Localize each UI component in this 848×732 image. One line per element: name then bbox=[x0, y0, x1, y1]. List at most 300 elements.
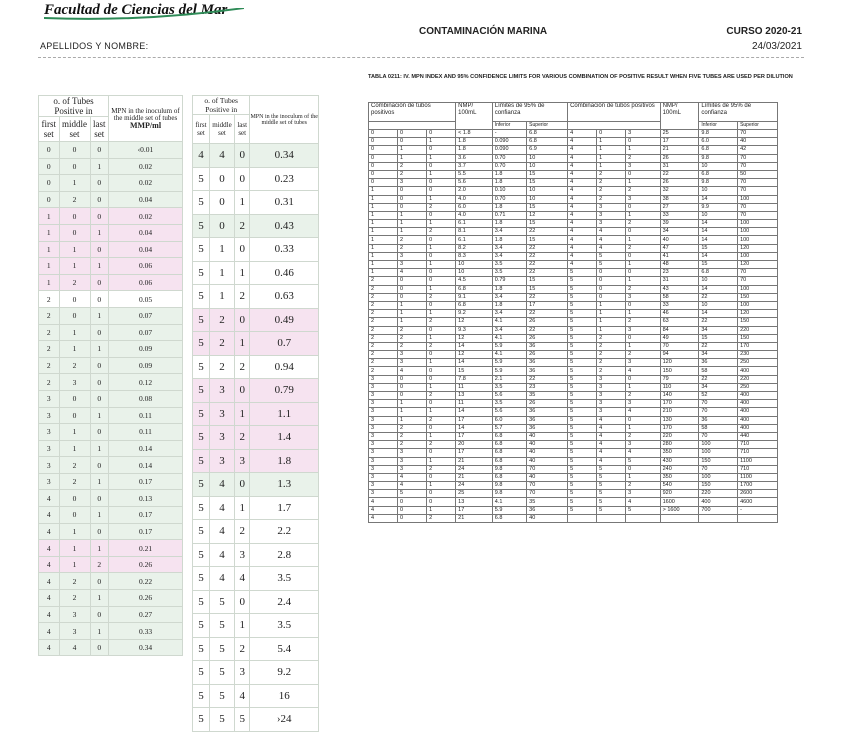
table-cell: 4 bbox=[39, 573, 60, 590]
table-cell: 2 bbox=[369, 318, 398, 326]
table-cell: 0.12 bbox=[109, 374, 183, 391]
course-label: CURSO 2020-21 bbox=[726, 26, 802, 37]
table-cell: 0 bbox=[90, 208, 109, 225]
table-cell: 2 bbox=[398, 236, 427, 244]
table-cell: 17 bbox=[456, 506, 493, 514]
table-cell: 100 bbox=[738, 228, 778, 236]
table-cell: 3 bbox=[398, 261, 427, 269]
table-cell: 3.5 bbox=[492, 383, 526, 391]
table-cell: 6.8 bbox=[699, 269, 738, 277]
table-cell: 5 bbox=[568, 269, 597, 277]
table-cell: 3.5 bbox=[492, 400, 526, 408]
table-row bbox=[369, 498, 778, 506]
page-title: CONTAMINACIÓN MARINA bbox=[419, 26, 548, 37]
table-cell: 0.07 bbox=[109, 324, 183, 341]
table-cell: 4 bbox=[39, 606, 60, 623]
confidence-limits-table bbox=[368, 102, 778, 523]
table-cell: 0.090 bbox=[492, 138, 526, 146]
table-row bbox=[39, 573, 183, 590]
table-cell: 1 bbox=[427, 383, 456, 391]
table-row bbox=[193, 285, 319, 309]
table-cell: 9.1 bbox=[456, 293, 493, 301]
table-cell: 1700 bbox=[738, 482, 778, 490]
table-row bbox=[39, 274, 183, 291]
table-cell: 5 bbox=[568, 408, 597, 416]
table-cell: 1 bbox=[39, 224, 60, 241]
table-cell: 1 bbox=[90, 407, 109, 424]
table-cell: 0 bbox=[626, 301, 660, 309]
table-cell: 5 bbox=[193, 708, 210, 732]
table-cell: 0 bbox=[427, 236, 456, 244]
table-cell: 2.1 bbox=[492, 375, 526, 383]
table-cell: 2 bbox=[427, 318, 456, 326]
table-cell: 5 bbox=[193, 637, 210, 661]
table-cell: 34 bbox=[699, 351, 738, 359]
table-row bbox=[193, 214, 319, 238]
table-row bbox=[369, 146, 778, 154]
table-cell: 1 bbox=[90, 623, 109, 640]
table-cell: 2 bbox=[209, 308, 234, 332]
table-cell: 2 bbox=[369, 351, 398, 359]
table-cell: 3 bbox=[59, 606, 90, 623]
table-row bbox=[369, 261, 778, 269]
table-cell: 70 bbox=[738, 211, 778, 219]
table-cell: 0 bbox=[398, 277, 427, 285]
table-cell: 1 bbox=[369, 195, 398, 203]
table-cell: 400 bbox=[738, 392, 778, 400]
table-cell: 40 bbox=[527, 514, 568, 522]
table-cell: 1 bbox=[235, 191, 250, 215]
table-cell: 0 bbox=[398, 498, 427, 506]
table-cell: 0.26 bbox=[109, 556, 183, 573]
table-cell: 36 bbox=[527, 342, 568, 350]
table-cell: 0 bbox=[59, 490, 90, 507]
rt-head-nmp-left: NMP/ 100mL bbox=[456, 103, 493, 130]
table-cell: 4 bbox=[597, 236, 626, 244]
table-cell: 2 bbox=[369, 293, 398, 301]
table-cell: 0 bbox=[235, 238, 250, 262]
table-cell: 0 bbox=[90, 291, 109, 308]
table-cell: 4 bbox=[193, 144, 210, 168]
table-cell: 46 bbox=[660, 310, 699, 318]
table-cell: 0 bbox=[626, 228, 660, 236]
table-cell: 1 bbox=[427, 408, 456, 416]
table-cell: 1100 bbox=[738, 473, 778, 481]
table-cell: 10 bbox=[699, 187, 738, 195]
table-cell: 1 bbox=[398, 146, 427, 154]
table-cell: 1 bbox=[597, 318, 626, 326]
table-cell: 41 bbox=[660, 252, 699, 260]
table-row bbox=[369, 465, 778, 473]
table-cell: 4 bbox=[39, 507, 60, 524]
table-cell: 3 bbox=[369, 383, 398, 391]
table-cell: 2 bbox=[369, 326, 398, 334]
table-cell: 5 bbox=[193, 167, 210, 191]
table-cell: 3 bbox=[626, 293, 660, 301]
table-cell: 4 bbox=[597, 432, 626, 440]
table-cell: 3 bbox=[235, 661, 250, 685]
table-cell: 150 bbox=[738, 293, 778, 301]
table-cell: 1.8 bbox=[492, 236, 526, 244]
table-cell: 1 bbox=[427, 432, 456, 440]
table-cell: 0 bbox=[427, 351, 456, 359]
table-cell: 4.0 bbox=[456, 211, 493, 219]
table-cell: 5 bbox=[193, 449, 210, 473]
table-cell: 710 bbox=[738, 465, 778, 473]
table-cell: 0 bbox=[427, 490, 456, 498]
table-cell: 5 bbox=[568, 457, 597, 465]
table-cell: 2.2 bbox=[250, 520, 319, 544]
table-cell: 1 bbox=[398, 211, 427, 219]
table-cell: 400 bbox=[699, 498, 738, 506]
table-cell: 5 bbox=[209, 637, 234, 661]
table-row bbox=[193, 332, 319, 356]
table-cell: 4 bbox=[209, 473, 234, 497]
table-cell: 79 bbox=[660, 375, 699, 383]
table-cell: 40 bbox=[738, 138, 778, 146]
table-cell: 5 bbox=[568, 473, 597, 481]
table-row bbox=[193, 449, 319, 473]
table-cell: 2 bbox=[369, 359, 398, 367]
rt-head-combo-left: Combinación de tubos positivos bbox=[369, 103, 456, 122]
table-cell: 2 bbox=[626, 482, 660, 490]
table-cell: 0 bbox=[626, 138, 660, 146]
table-cell: 5 bbox=[193, 473, 210, 497]
table-cell: 0.09 bbox=[109, 341, 183, 358]
table-cell: 3 bbox=[209, 402, 234, 426]
table-cell: 4 bbox=[597, 424, 626, 432]
table-cell: 350 bbox=[660, 473, 699, 481]
table-row bbox=[369, 441, 778, 449]
table-cell: 2 bbox=[209, 355, 234, 379]
table-cell: 0 bbox=[626, 465, 660, 473]
table-cell: 4 bbox=[568, 236, 597, 244]
table-row bbox=[369, 179, 778, 187]
table-cell: 6.8 bbox=[492, 441, 526, 449]
table-cell: 4 bbox=[209, 496, 234, 520]
table-row bbox=[369, 162, 778, 170]
table-cell: 6.8 bbox=[492, 473, 526, 481]
table-cell: 0 bbox=[398, 203, 427, 211]
table-cell: 0 bbox=[398, 130, 427, 138]
table-cell: 22 bbox=[527, 252, 568, 260]
table-cell: 5 bbox=[193, 308, 210, 332]
table-row bbox=[193, 238, 319, 262]
table-cell: 150 bbox=[699, 457, 738, 465]
table-cell: 15 bbox=[527, 170, 568, 178]
table-cell: 0.04 bbox=[109, 241, 183, 258]
table-cell: 0 bbox=[209, 167, 234, 191]
table-cell: 100 bbox=[738, 285, 778, 293]
table-cell: 2 bbox=[626, 351, 660, 359]
table-cell: 10 bbox=[699, 162, 738, 170]
table-cell: 250 bbox=[738, 383, 778, 391]
table-cell: 5 bbox=[597, 506, 626, 514]
table-cell: 50 bbox=[738, 170, 778, 178]
table-cell: 36 bbox=[527, 367, 568, 375]
table-cell: 2 bbox=[398, 441, 427, 449]
table-cell: 5 bbox=[209, 614, 234, 638]
table-cell: 5 bbox=[568, 326, 597, 334]
table-cell: 24 bbox=[456, 465, 493, 473]
table-cell: 0 bbox=[369, 146, 398, 154]
table-cell: 70 bbox=[738, 203, 778, 211]
table-cell: 2 bbox=[59, 191, 90, 208]
table-cell: 0.17 bbox=[109, 473, 183, 490]
table-cell: 0 bbox=[626, 334, 660, 342]
table-cell: 1 bbox=[59, 175, 90, 192]
table-row bbox=[193, 590, 319, 614]
table-cell: 1 bbox=[427, 482, 456, 490]
table-cell: 36 bbox=[527, 424, 568, 432]
table-cell: 5 bbox=[597, 261, 626, 269]
table-row bbox=[193, 167, 319, 191]
table-cell: 1 bbox=[369, 187, 398, 195]
table-cell: 5 bbox=[193, 285, 210, 309]
table-cell: 9.8 bbox=[492, 465, 526, 473]
table-cell: 2 bbox=[59, 274, 90, 291]
table-cell: 2 bbox=[597, 187, 626, 195]
table-cell: 40 bbox=[527, 441, 568, 449]
table-cell: 3.5 bbox=[492, 261, 526, 269]
table-cell: 3.5 bbox=[250, 614, 319, 638]
table-cell: 1.1 bbox=[250, 402, 319, 426]
table-cell: 0 bbox=[626, 170, 660, 178]
table-cell: 1 bbox=[235, 402, 250, 426]
table-cell: 5 bbox=[209, 590, 234, 614]
table-cell: 2 bbox=[369, 334, 398, 342]
table-cell: 0 bbox=[39, 175, 60, 192]
table-row bbox=[39, 224, 183, 241]
table-cell: 0.79 bbox=[250, 379, 319, 403]
table-cell: 0 bbox=[90, 424, 109, 441]
table-cell: 250 bbox=[738, 359, 778, 367]
table-cell: 170 bbox=[660, 400, 699, 408]
middle-col-middle: middle set bbox=[209, 115, 234, 144]
table-cell: 3 bbox=[369, 449, 398, 457]
table-cell: 0.34 bbox=[109, 639, 183, 656]
table-cell: 2 bbox=[398, 432, 427, 440]
table-cell: 1 bbox=[626, 261, 660, 269]
table-cell: 5 bbox=[193, 238, 210, 262]
table-cell: 2 bbox=[39, 374, 60, 391]
middle-mpn-table bbox=[192, 95, 319, 732]
table-cell: 10 bbox=[699, 301, 738, 309]
table-cell: 1 bbox=[209, 238, 234, 262]
table-cell: 230 bbox=[738, 351, 778, 359]
table-cell: 4 bbox=[597, 416, 626, 424]
table-cell: 0 bbox=[369, 179, 398, 187]
table-row bbox=[369, 367, 778, 375]
table-cell: 1.4 bbox=[250, 426, 319, 450]
table-cell: 0 bbox=[398, 383, 427, 391]
table-row bbox=[369, 375, 778, 383]
table-cell: 2 bbox=[626, 220, 660, 228]
table-cell: 0.02 bbox=[109, 208, 183, 225]
table-cell: 8.3 bbox=[456, 252, 493, 260]
table-cell: 4 bbox=[568, 220, 597, 228]
table-cell: 22 bbox=[660, 170, 699, 178]
table-cell: 5 bbox=[193, 214, 210, 238]
table-row bbox=[193, 426, 319, 450]
table-cell: 6.8 bbox=[456, 285, 493, 293]
table-cell: 5.9 bbox=[492, 506, 526, 514]
table-cell: 3.6 bbox=[456, 154, 493, 162]
table-row bbox=[39, 291, 183, 308]
table-cell: 0 bbox=[427, 498, 456, 506]
table-cell: 3 bbox=[626, 490, 660, 498]
table-cell: 14 bbox=[456, 424, 493, 432]
table-cell: 5.9 bbox=[492, 342, 526, 350]
table-cell: 2 bbox=[39, 324, 60, 341]
table-cell: 5 bbox=[193, 379, 210, 403]
table-cell: 120 bbox=[738, 261, 778, 269]
table-cell: 40 bbox=[527, 457, 568, 465]
table-cell: 0.70 bbox=[492, 195, 526, 203]
table-cell: 5 bbox=[568, 375, 597, 383]
table-cell: 6.8 bbox=[492, 514, 526, 522]
table-cell: 9.8 bbox=[699, 130, 738, 138]
table-cell: 22 bbox=[527, 269, 568, 277]
table-cell: 3 bbox=[235, 543, 250, 567]
table-row bbox=[369, 187, 778, 195]
table-cell: 5 bbox=[568, 318, 597, 326]
table-row bbox=[39, 606, 183, 623]
table-cell: 1 bbox=[369, 269, 398, 277]
table-cell: 3 bbox=[39, 390, 60, 407]
table-row bbox=[369, 277, 778, 285]
table-row bbox=[39, 175, 183, 192]
table-cell: 70 bbox=[699, 408, 738, 416]
table-cell: 1 bbox=[90, 440, 109, 457]
table-cell: 5 bbox=[568, 424, 597, 432]
table-cell: 2 bbox=[427, 203, 456, 211]
table-cell: 33 bbox=[660, 301, 699, 309]
table-cell: 27 bbox=[660, 203, 699, 211]
table-row bbox=[193, 355, 319, 379]
table-cell: 70 bbox=[527, 490, 568, 498]
table-cell: 6.8 bbox=[699, 170, 738, 178]
table-cell: 5 bbox=[626, 457, 660, 465]
table-cell: 38 bbox=[660, 195, 699, 203]
table-row bbox=[39, 374, 183, 391]
table-cell: 10 bbox=[527, 162, 568, 170]
table-cell: 0.090 bbox=[492, 146, 526, 154]
table-cell: 21 bbox=[456, 457, 493, 465]
table-cell: 3 bbox=[39, 473, 60, 490]
table-cell: 12 bbox=[527, 211, 568, 219]
table-cell: 4 bbox=[626, 498, 660, 506]
table-cell: 26 bbox=[660, 179, 699, 187]
table-cell: 4 bbox=[568, 179, 597, 187]
table-cell: 4 bbox=[209, 543, 234, 567]
table-cell: 2 bbox=[59, 357, 90, 374]
table-cell: 3 bbox=[369, 473, 398, 481]
table-row bbox=[369, 342, 778, 350]
table-cell: 0 bbox=[626, 416, 660, 424]
table-cell: 1 bbox=[39, 241, 60, 258]
table-row bbox=[369, 400, 778, 408]
table-cell: 1 bbox=[398, 220, 427, 228]
table-cell: 0 bbox=[427, 252, 456, 260]
table-cell: 0.94 bbox=[250, 355, 319, 379]
table-cell: 0 bbox=[597, 285, 626, 293]
table-cell: 0 bbox=[235, 590, 250, 614]
table-row bbox=[39, 324, 183, 341]
table-cell: 3 bbox=[626, 195, 660, 203]
table-cell: 23 bbox=[660, 269, 699, 277]
table-cell: 7.8 bbox=[456, 375, 493, 383]
table-row bbox=[369, 449, 778, 457]
table-row bbox=[39, 440, 183, 457]
table-row bbox=[369, 318, 778, 326]
table-cell: 1 bbox=[369, 252, 398, 260]
table-cell: 3 bbox=[597, 392, 626, 400]
table-cell: 1 bbox=[626, 383, 660, 391]
table-cell: 0 bbox=[427, 473, 456, 481]
table-cell: 10 bbox=[456, 269, 493, 277]
table-row bbox=[193, 496, 319, 520]
table-cell: 0.14 bbox=[109, 457, 183, 474]
table-cell: 14 bbox=[699, 228, 738, 236]
table-cell: 0 bbox=[427, 375, 456, 383]
table-row bbox=[193, 308, 319, 332]
table-cell: 6.8 bbox=[527, 130, 568, 138]
table-cell: 26 bbox=[527, 351, 568, 359]
table-cell: 0 bbox=[398, 195, 427, 203]
table-cell: 0.04 bbox=[109, 224, 183, 241]
table-cell: 5.4 bbox=[250, 637, 319, 661]
table-cell: 14 bbox=[699, 252, 738, 260]
table-cell: 0 bbox=[427, 179, 456, 187]
table-cell: 0.7 bbox=[250, 332, 319, 356]
table-cell: 2 bbox=[369, 342, 398, 350]
table-cell: 5.6 bbox=[492, 408, 526, 416]
table-cell: 0.10 bbox=[492, 187, 526, 195]
table-cell: 3 bbox=[369, 408, 398, 416]
table-cell: 2 bbox=[59, 590, 90, 607]
table-cell: 1 bbox=[427, 244, 456, 252]
table-cell: 0 bbox=[209, 191, 234, 215]
table-cell: 1 bbox=[427, 310, 456, 318]
table-cell: - bbox=[738, 506, 778, 514]
table-cell: 4 bbox=[398, 482, 427, 490]
table-cell: 6.8 bbox=[492, 457, 526, 465]
table-cell: 70 bbox=[527, 465, 568, 473]
table-cell: 5 bbox=[626, 506, 660, 514]
table-cell: 1 bbox=[427, 261, 456, 269]
table-cell: 3 bbox=[369, 482, 398, 490]
table-cell: 4 bbox=[568, 203, 597, 211]
table-cell: 2 bbox=[597, 334, 626, 342]
table-cell: 400 bbox=[738, 367, 778, 375]
table-row bbox=[369, 170, 778, 178]
table-cell: 5.6 bbox=[456, 179, 493, 187]
table-cell: 1 bbox=[427, 138, 456, 146]
table-cell: 0 bbox=[209, 214, 234, 238]
table-cell: 0 bbox=[427, 301, 456, 309]
table-row bbox=[193, 379, 319, 403]
table-cell: 10 bbox=[527, 187, 568, 195]
table-cell: 25 bbox=[660, 130, 699, 138]
table-cell: 2 bbox=[398, 326, 427, 334]
table-cell: 150 bbox=[738, 318, 778, 326]
table-cell: 4 bbox=[39, 623, 60, 640]
table-cell: 2 bbox=[90, 556, 109, 573]
table-cell: 3 bbox=[626, 130, 660, 138]
table-cell: 3 bbox=[59, 623, 90, 640]
table-cell: 1 bbox=[398, 301, 427, 309]
